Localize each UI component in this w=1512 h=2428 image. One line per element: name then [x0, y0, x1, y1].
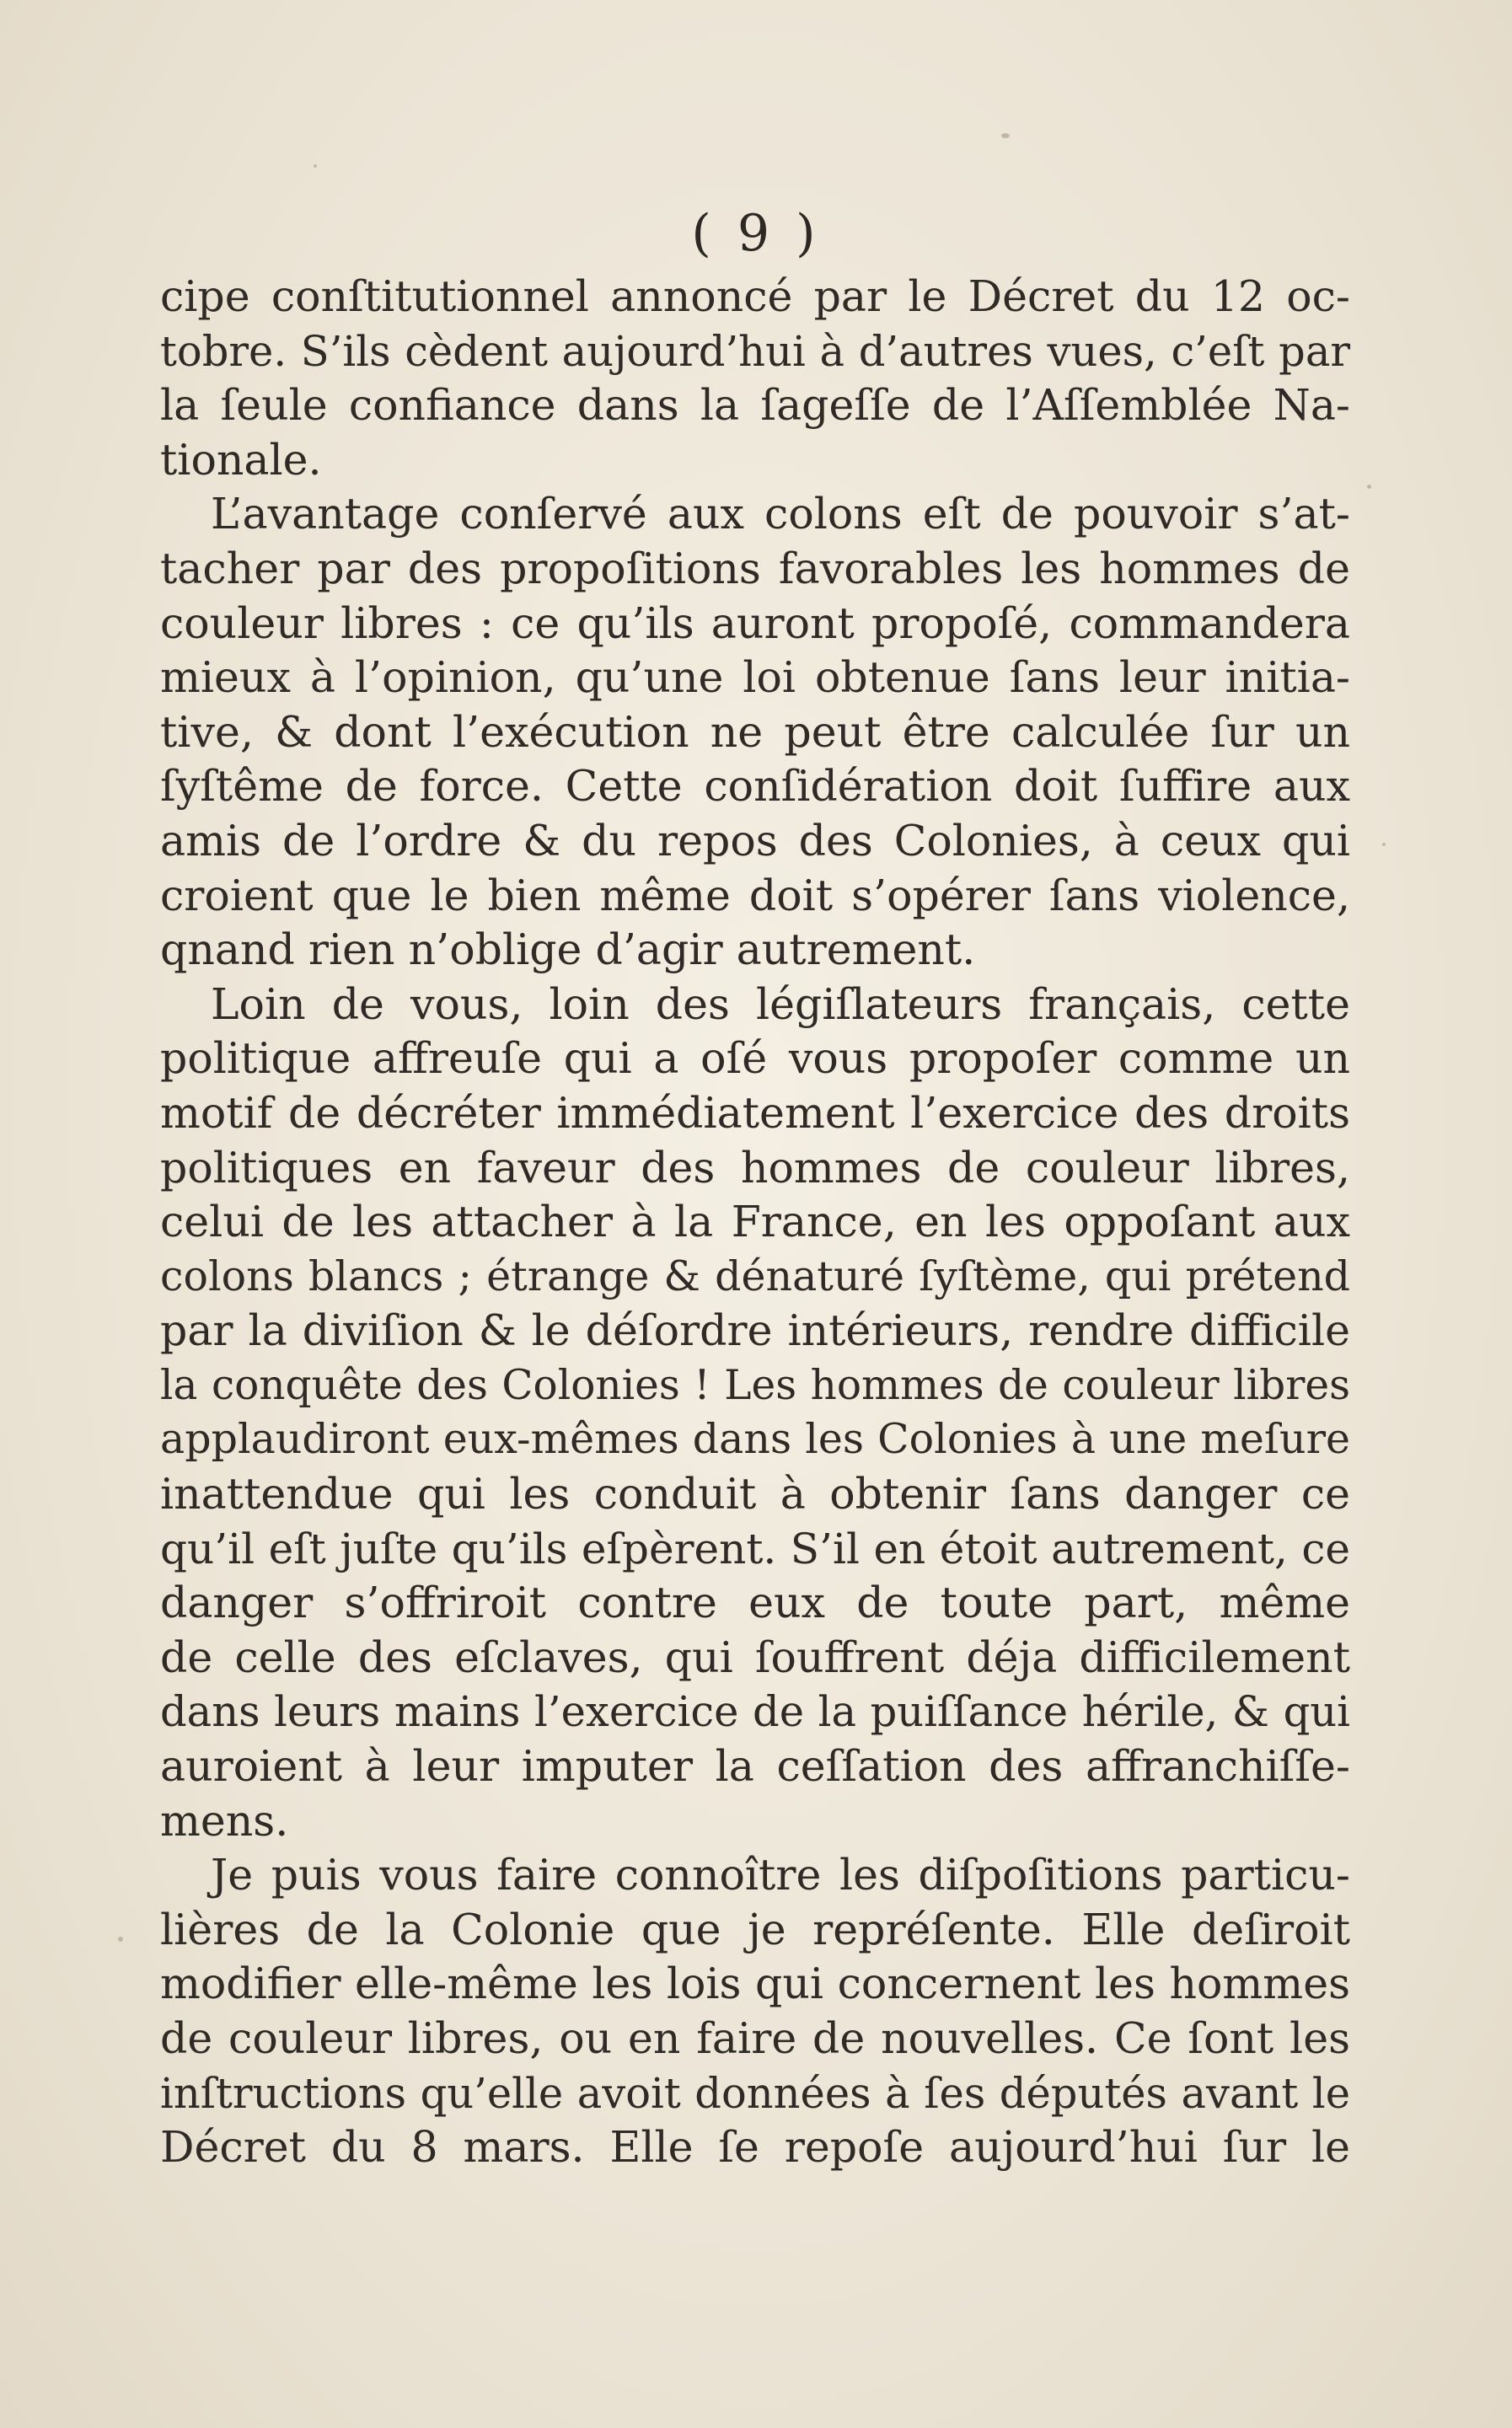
paper-speck [1367, 485, 1371, 489]
text-line: qu’il eſt juſte qu’ils eſpèrent. S’il en étoit autrement, ce [160, 1524, 1350, 1573]
text-line: croient que le bien même doit s’opérer ſans violence, [160, 870, 1350, 920]
text-line: tive, & dont l’exécution ne peut être calculée ſur un [160, 706, 1350, 757]
text-line: celui de les attacher à la France, en les oppoſant aux [160, 1197, 1350, 1247]
text-line: cipe conſtitutionnel annoncé par le Décret du 12 oc- [160, 271, 1350, 321]
text-line: de celle des eſclaves, qui ſouffrent déja difficilement [160, 1632, 1350, 1682]
text-line: motif de décréter immédiatement l’exercice des droits [160, 1087, 1350, 1138]
paper-speck [118, 1937, 123, 1942]
text-line: auroient à leur imputer la ceſſation des affranchiſſe- [160, 1741, 1350, 1792]
text-line: modifier elle-même les lois qui concernent les hommes [160, 1959, 1350, 2009]
text-line: politiques en faveur des hommes de couleur libres, [160, 1142, 1350, 1193]
paper-speck [314, 164, 317, 168]
text-line: tionale. [160, 434, 322, 485]
text-line: de couleur libres, ou en faire de nouvelles. Ce ſont les [160, 2013, 1350, 2063]
paper-speck [1001, 133, 1010, 138]
text-line: applaudiront eux-mêmes dans les Colonies à une meſure [160, 1415, 1350, 1464]
text-line: Je puis vous faire connoître les diſpoſitions particu- [211, 1850, 1350, 1900]
text-line: danger s’offriroit contre eux de toute part, même [160, 1578, 1350, 1628]
body-text [160, 270, 1350, 2175]
text-line: L’avantage conſervé aux colons eſt de pouvoir s’at- [211, 489, 1350, 539]
text-line: inſtructions qu’elle avoit données à ſes députés avant le [160, 2068, 1350, 2118]
text-line: Décret du 8 mars. Elle ſe repoſe aujourd’hui ſur le [160, 2122, 1350, 2173]
paper-speck [1382, 843, 1386, 846]
text-line: couleur libres : ce qu’ils auront propoſé, commandera [160, 598, 1350, 648]
text-line: qnand rien n’oblige d’agir autrement. [160, 925, 976, 975]
text-line: inattendue qui les conduit à obtenir ſans danger ce [160, 1469, 1350, 1520]
text-line: colons blancs ; étrange & dénaturé ſyſtème, qui prétend [160, 1252, 1350, 1300]
text-line: politique affreuſe qui a oſé vous propoſer comme un [160, 1033, 1350, 1084]
text-line: amis de l’ordre & du repos des Colonies, à ceux qui [160, 815, 1350, 866]
text-line: Loin de vous, loin des légiſlateurs français, cette [211, 978, 1350, 1029]
text-line: par la diviſion & le déſordre intérieurs, rendre difficile [160, 1305, 1350, 1356]
page-number: ( 9 ) [691, 204, 821, 263]
text-line: lières de la Colonie que je repréſente. Elle deſiroit [160, 1904, 1350, 1954]
text-line: mieux à l’opinion, qu’une loi obtenue ſans leur initia- [160, 652, 1350, 703]
text-line: dans leurs mains l’exercice de la puiſſance hérile, & qui [160, 1687, 1350, 1737]
text-line: tacher par des propoſitions favorables les hommes de [160, 543, 1350, 593]
text-line: la ſeule confiance dans la ſageſſe de l’Aſſemblée Na- [160, 380, 1350, 431]
text-line: la conquête des Colonies ! Les hommes de couleur libres [160, 1361, 1350, 1409]
text-line: ſyſtême de force. Cette conſidération doit ſuffire aux [160, 761, 1350, 812]
text-line: tobre. S’ils cèdent aujourd’hui à d’autres vues, c’eſt par [160, 326, 1350, 376]
text-line: mens. [160, 1795, 289, 1846]
